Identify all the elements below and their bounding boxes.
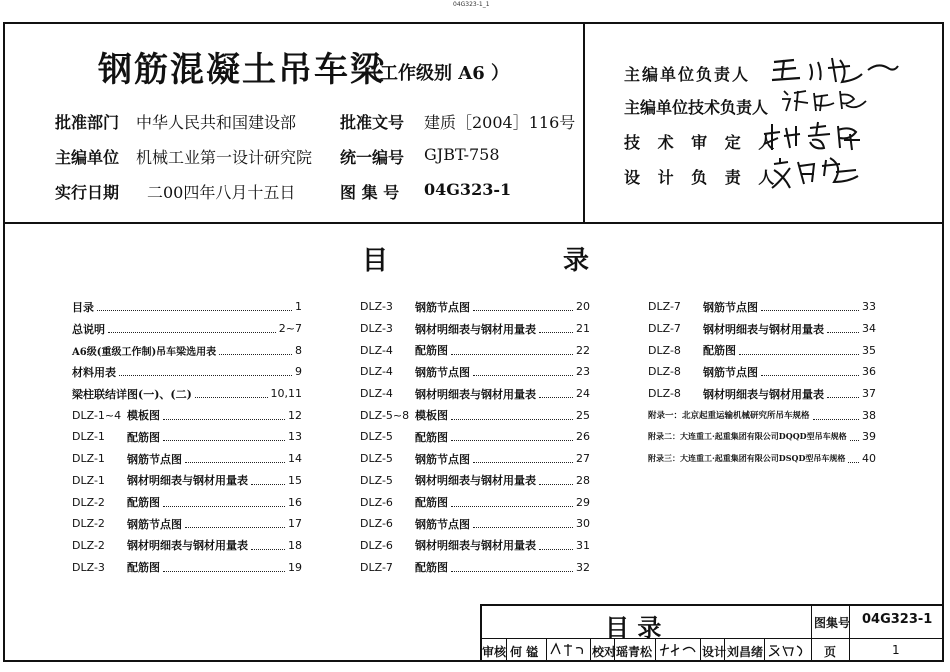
toc-item[interactable]: DLZ-3 钢材明细表与钢材用量表 21: [360, 322, 590, 336]
chief-unit-lead-label: 主编单位负责人: [624, 65, 751, 84]
checker-name: 瑶青松: [616, 645, 653, 659]
toc-item[interactable]: DLZ-7 钢筋节点图 33: [648, 300, 876, 314]
toc-item[interactable]: DLZ-1 钢材明细表与钢材用量表 15: [72, 473, 302, 488]
checker-signature: [657, 640, 699, 660]
toc-item[interactable]: DLZ-8 钢材明细表与钢材用量表 37: [648, 387, 876, 401]
toc-item[interactable]: 梁柱联结详图(一)、(二) 10,11: [72, 387, 302, 401]
toc-column-1: [72, 296, 302, 578]
toc-item[interactable]: DLZ-6 钢筋节点图 30: [360, 517, 590, 531]
tech-reviewer-label: 技 术 审 定 人: [624, 133, 781, 152]
unified-number-value: GJBT-758: [424, 145, 500, 164]
toc-item[interactable]: DLZ-4 配筋图 22: [360, 343, 590, 358]
toc-item[interactable]: DLZ-7 配筋图 32: [360, 560, 590, 575]
tb-line: [590, 638, 591, 662]
title-block-divider-1: [811, 604, 812, 662]
toc-heading-left: 目: [362, 246, 389, 276]
atlas-title: 钢筋混凝土吊车梁: [98, 50, 386, 90]
toc-item[interactable]: A6级(重级工作制)吊车梁选用表 8: [72, 343, 302, 358]
design-label: 设计: [702, 645, 727, 659]
title-block-mid: [480, 638, 944, 639]
toc-item[interactable]: DLZ-4 钢筋节点图 23: [360, 365, 590, 379]
toc-item[interactable]: 总说明 2~7: [72, 322, 302, 336]
page-number: 1: [892, 643, 900, 657]
tb-line: [506, 638, 507, 662]
toc-column-3: [648, 296, 876, 470]
toc-item[interactable]: 材料用表 9: [72, 365, 302, 379]
file-label: 04G323-1_1: [453, 1, 490, 8]
designer-signature: [767, 640, 809, 660]
title-block-top: [480, 604, 944, 606]
toc-item[interactable]: DLZ-1~4 模板图 12: [72, 408, 302, 423]
designer-name: 刘昌绪: [727, 645, 764, 659]
toc-item[interactable]: DLZ-3 配筋图 19: [72, 560, 302, 575]
effective-date-value: 二00四年八月十五日: [147, 183, 296, 202]
signature-tech-reviewer: [760, 118, 870, 154]
toc-item[interactable]: 目录 1: [72, 300, 302, 314]
approval-doc-value: 建质［2004］116号: [424, 113, 576, 132]
title-block-atlas-label: 图集号: [814, 616, 851, 630]
effective-date-label: 实行日期: [55, 183, 120, 202]
title-block-title: 目 录: [605, 613, 662, 642]
toc-item[interactable]: 附录三：大连重工·起重集团有限公司DSQD型吊车规格 40: [648, 452, 876, 466]
toc-item[interactable]: DLZ-5 钢材明细表与钢材用量表 28: [360, 473, 590, 488]
toc-item[interactable]: DLZ-2 钢材明细表与钢材用量表 18: [72, 538, 302, 553]
toc-item[interactable]: DLZ-1 配筋图 13: [72, 430, 302, 444]
reviewer-name: 何 镒: [510, 645, 539, 659]
header-divider: [3, 222, 944, 224]
toc-item[interactable]: DLZ-2 钢筋节点图 17: [72, 517, 302, 531]
toc-item[interactable]: DLZ-5~8 模板图 25: [360, 408, 590, 423]
review-label: 审核: [482, 645, 507, 659]
page-label: 页: [824, 645, 837, 659]
chief-tech-lead-label: 主编单位技术负责人: [624, 98, 769, 117]
design-lead-label: 设 计 负 责 人: [624, 168, 781, 187]
toc-item[interactable]: DLZ-3 钢筋节点图 20: [360, 300, 590, 314]
toc-item[interactable]: DLZ-6 钢材明细表与钢材用量表 31: [360, 538, 590, 553]
check-label: 校对: [592, 645, 617, 659]
tb-line: [764, 638, 765, 662]
toc-item[interactable]: DLZ-5 配筋图 26: [360, 430, 590, 444]
approval-dept-label: 批准部门: [55, 113, 120, 132]
toc-heading-right: 录: [563, 246, 590, 276]
toc-item[interactable]: DLZ-8 钢筋节点图 36: [648, 365, 876, 379]
atlas-number-label: 图 集 号: [340, 183, 400, 202]
toc-item[interactable]: DLZ-7 钢材明细表与钢材用量表 34: [648, 322, 876, 336]
chief-unit-label: 主编单位: [55, 148, 120, 167]
tb-line: [700, 638, 701, 662]
toc-item[interactable]: DLZ-4 钢材明细表与钢材用量表 24: [360, 387, 590, 401]
atlas-subtitle: （工作级别 A6 ）: [362, 63, 510, 84]
approval-doc-label: 批准文号: [340, 113, 405, 132]
signature-chief-unit-lead: [770, 48, 900, 88]
toc-item[interactable]: 附录一：北京起重运输机械研究所吊车规格 38: [648, 408, 876, 422]
toc-item[interactable]: DLZ-1 钢筋节点图 14: [72, 452, 302, 466]
atlas-number-value: 04G323-1: [424, 180, 512, 199]
toc-item[interactable]: DLZ-8 配筋图 35: [648, 343, 876, 358]
title-block-atlas-no: 04G323-1: [862, 612, 933, 627]
reviewer-signature: [548, 640, 588, 660]
tb-line: [546, 638, 547, 662]
toc-column-2: [360, 296, 590, 578]
header-vertical-divider: [583, 22, 585, 223]
signature-design-lead: [770, 152, 870, 192]
signature-chief-tech-lead: [780, 85, 870, 115]
toc-item[interactable]: DLZ-5 钢筋节点图 27: [360, 452, 590, 466]
toc-item[interactable]: DLZ-2 配筋图 16: [72, 495, 302, 510]
toc-item[interactable]: 附录二：大连重工·起重集团有限公司DQQD型吊车规格 39: [648, 430, 876, 444]
toc-item[interactable]: DLZ-6 配筋图 29: [360, 495, 590, 510]
title-block-divider-2: [849, 604, 850, 662]
unified-number-label: 统一编号: [340, 148, 405, 167]
chief-unit-value: 机械工业第一设计研究院: [136, 148, 313, 167]
approval-dept-value: 中华人民共和国建设部: [136, 113, 297, 132]
